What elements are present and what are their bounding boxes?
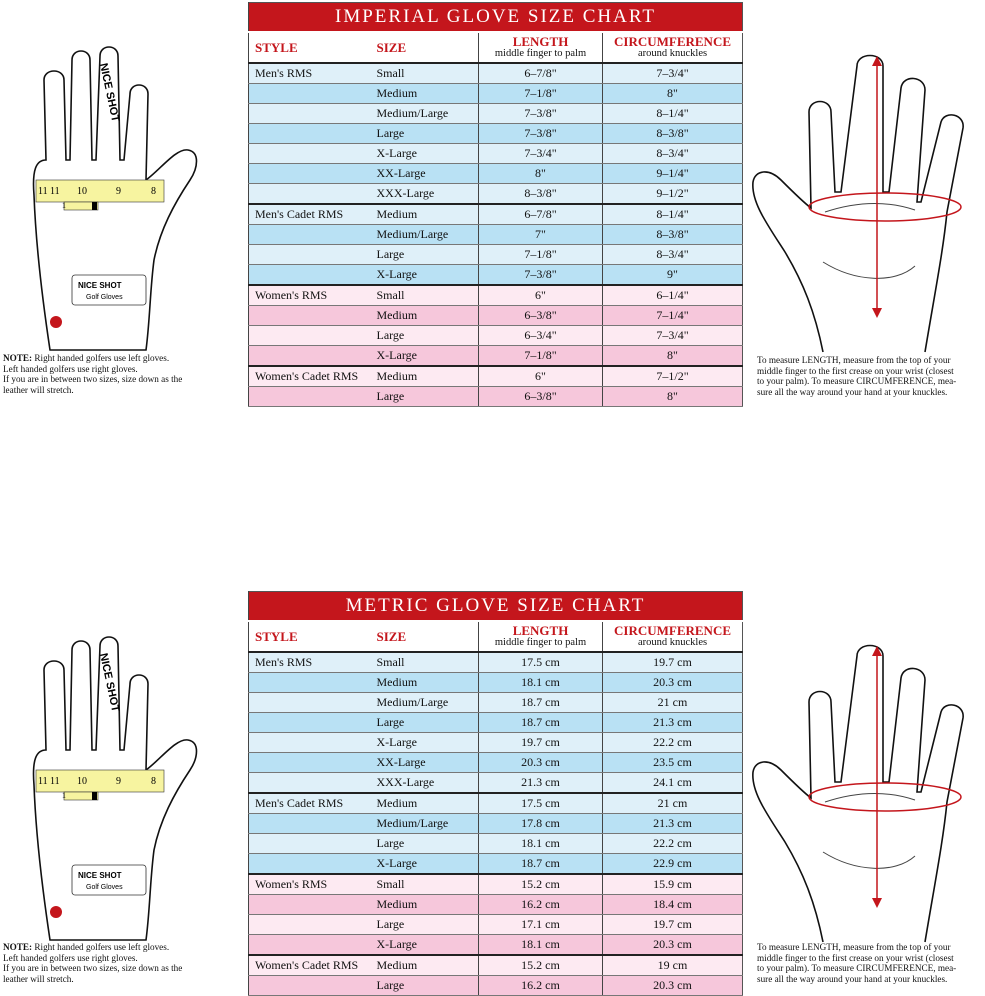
table-row: [249, 366, 743, 387]
hand-measure-illustration: [745, 52, 980, 402]
style-cell: [249, 834, 373, 854]
length-cell: 15.2 cm: [479, 874, 603, 895]
style-cell: [249, 225, 373, 245]
table-row: [249, 387, 743, 407]
table-row: [249, 124, 743, 144]
circumference-cell: 8": [603, 387, 743, 407]
size-cell: Medium: [373, 673, 479, 693]
size-cell: Medium: [373, 895, 479, 915]
length-cell: 17.5 cm: [479, 652, 603, 673]
table-row: [249, 245, 743, 265]
logo-text: NICE SHOT: [78, 281, 122, 290]
table-row: [249, 713, 743, 733]
table-row: [249, 285, 743, 306]
circumference-cell: 8": [603, 346, 743, 367]
size-cell: XX-Large: [373, 164, 479, 184]
size-cell: X-Large: [373, 733, 479, 753]
circumference-cell: 8–3/8": [603, 225, 743, 245]
header-length: LENGTH middle finger to palm: [479, 32, 603, 63]
logo-sub: Golf Gloves: [86, 294, 123, 301]
size-cell: X-Large: [373, 854, 479, 875]
size-cell: Medium: [373, 306, 479, 326]
ruler-tick-11a: 11: [38, 776, 48, 787]
header-length: LENGTH middle finger to palm: [479, 621, 603, 652]
ruler-under: 1: [62, 201, 66, 210]
size-cell: Small: [373, 652, 479, 673]
circumference-cell: 18.4 cm: [603, 895, 743, 915]
size-cell: X-Large: [373, 144, 479, 164]
length-cell: 18.7 cm: [479, 713, 603, 733]
style-cell: [249, 84, 373, 104]
style-cell: [249, 915, 373, 935]
length-cell: 7–1/8": [479, 245, 603, 265]
circumference-cell: 7–1/4": [603, 306, 743, 326]
table-row: [249, 976, 743, 996]
table-row: [249, 144, 743, 164]
style-cell: [249, 753, 373, 773]
circumference-cell: 19.7 cm: [603, 652, 743, 673]
glove-brand-text: NICE SHOT: [97, 652, 122, 714]
length-cell: 6": [479, 366, 603, 387]
style-cell: [249, 387, 373, 407]
table-row: [249, 652, 743, 673]
circumference-cell: 9–1/2": [603, 184, 743, 205]
table-row: [249, 793, 743, 814]
style-cell: [249, 184, 373, 205]
size-cell: Large: [373, 387, 479, 407]
table-row: [249, 326, 743, 346]
circumference-cell: 8": [603, 84, 743, 104]
table-row: [249, 895, 743, 915]
size-cell: Small: [373, 63, 479, 84]
measure-instructions: To measure LENGTH, measure from the top of your middle finger to the first crease on your wrist (closest to your palm). To measure CIRCUMFERENCE, mea- sure all the way around your hand at your knuckles.: [757, 355, 957, 397]
circumference-cell: 21.3 cm: [603, 713, 743, 733]
style-cell: [249, 306, 373, 326]
length-cell: 7–3/4": [479, 144, 603, 164]
circumference-cell: 19.7 cm: [603, 915, 743, 935]
circumference-cell: 22.2 cm: [603, 834, 743, 854]
table-row: [249, 225, 743, 245]
length-cell: 6–7/8": [479, 63, 603, 84]
size-cell: Medium: [373, 955, 479, 976]
length-cell: 18.7 cm: [479, 693, 603, 713]
style-cell: [249, 164, 373, 184]
ruler-tick-9: 9: [116, 186, 121, 197]
size-cell: XXX-Large: [373, 184, 479, 205]
length-cell: 6": [479, 285, 603, 306]
size-cell: Medium/Large: [373, 225, 479, 245]
imperial-section: [0, 0, 985, 403]
note-text: NOTE: Right handed golfers use left gloves. Left handed golfers use right gloves. If you are in between two sizes, size down as the leather will stretch.: [3, 353, 183, 395]
glove-brand-text: NICE SHOT: [97, 62, 122, 124]
size-cell: Medium/Large: [373, 693, 479, 713]
style-cell: [249, 713, 373, 733]
length-cell: 6–7/8": [479, 204, 603, 225]
size-cell: Medium/Large: [373, 814, 479, 834]
table-row: [249, 874, 743, 895]
table-row: [249, 104, 743, 124]
ruler-tick-11a: 11: [38, 186, 48, 197]
length-cell: 7–3/8": [479, 104, 603, 124]
circumference-cell: 8–3/4": [603, 144, 743, 164]
table-row: [249, 164, 743, 184]
circumference-cell: 8–1/4": [603, 204, 743, 225]
circumference-cell: 23.5 cm: [603, 753, 743, 773]
size-cell: X-Large: [373, 346, 479, 367]
circumference-cell: 9–1/4": [603, 164, 743, 184]
table-row: [249, 935, 743, 956]
table-row: [249, 753, 743, 773]
length-cell: 6–3/4": [479, 326, 603, 346]
style-cell: [249, 733, 373, 753]
length-cell: 17.1 cm: [479, 915, 603, 935]
circumference-cell: 24.1 cm: [603, 773, 743, 794]
logo-text: NICE SHOT: [78, 871, 122, 880]
length-cell: 18.1 cm: [479, 935, 603, 956]
ruler-tick-10: 10: [77, 186, 87, 197]
size-cell: Large: [373, 834, 479, 854]
ruler-tick-10: 10: [77, 776, 87, 787]
circumference-cell: 7–3/4": [603, 326, 743, 346]
circumference-cell: 22.2 cm: [603, 733, 743, 753]
table-row: [249, 346, 743, 367]
circumference-cell: 6–1/4": [603, 285, 743, 306]
length-cell: 7": [479, 225, 603, 245]
size-cell: Small: [373, 874, 479, 895]
length-cell: 16.2 cm: [479, 976, 603, 996]
size-cell: XX-Large: [373, 753, 479, 773]
table-row: [249, 673, 743, 693]
header-size: SIZE: [373, 621, 479, 652]
size-cell: XXX-Large: [373, 773, 479, 794]
length-cell: 7–1/8": [479, 346, 603, 367]
imperial-size-table: [248, 2, 743, 407]
size-cell: Medium/Large: [373, 104, 479, 124]
style-cell: Women's Cadet RMS: [249, 955, 373, 976]
style-cell: Men's Cadet RMS: [249, 204, 373, 225]
circumference-cell: 21 cm: [603, 793, 743, 814]
header-size: SIZE: [373, 32, 479, 63]
style-cell: [249, 814, 373, 834]
table-row: [249, 955, 743, 976]
size-cell: Large: [373, 245, 479, 265]
style-cell: [249, 693, 373, 713]
table-row: [249, 184, 743, 205]
style-cell: [249, 854, 373, 875]
length-cell: 18.1 cm: [479, 834, 603, 854]
ruler-tick-11b: 11: [50, 186, 60, 197]
circumference-cell: 7–1/2": [603, 366, 743, 387]
style-cell: Women's RMS: [249, 874, 373, 895]
length-cell: 19.7 cm: [479, 733, 603, 753]
style-cell: Women's RMS: [249, 285, 373, 306]
style-cell: [249, 144, 373, 164]
size-cell: Medium: [373, 84, 479, 104]
table-row: [249, 693, 743, 713]
length-cell: 20.3 cm: [479, 753, 603, 773]
style-cell: [249, 976, 373, 996]
length-cell: 18.7 cm: [479, 854, 603, 875]
table-row: [249, 265, 743, 286]
measure-instructions: To measure LENGTH, measure from the top of your middle finger to the first crease on your wrist (closest to your palm). To measure CIRCUMFERENCE, mea- sure all the way around your hand at your knuckles.: [757, 942, 957, 984]
length-cell: 18.1 cm: [479, 673, 603, 693]
circumference-cell: 22.9 cm: [603, 854, 743, 875]
size-cell: X-Large: [373, 935, 479, 956]
size-cell: Medium: [373, 793, 479, 814]
table-row: [249, 63, 743, 84]
size-cell: Large: [373, 713, 479, 733]
circumference-cell: 8–3/8": [603, 124, 743, 144]
style-cell: Men's Cadet RMS: [249, 793, 373, 814]
length-cell: 7–1/8": [479, 84, 603, 104]
table-row: [249, 814, 743, 834]
circumference-cell: 8–1/4": [603, 104, 743, 124]
table-row: [249, 84, 743, 104]
style-cell: Men's RMS: [249, 63, 373, 84]
size-cell: Large: [373, 915, 479, 935]
style-cell: [249, 346, 373, 367]
size-cell: Large: [373, 326, 479, 346]
header-style: STYLE: [249, 621, 373, 652]
size-cell: Large: [373, 124, 479, 144]
style-cell: [249, 265, 373, 286]
style-cell: [249, 245, 373, 265]
ruler-tick-11b: 11: [50, 776, 60, 787]
circumference-cell: 8–3/4": [603, 245, 743, 265]
circumference-cell: 20.3 cm: [603, 935, 743, 956]
metric-title: METRIC GLOVE SIZE CHART: [249, 592, 743, 622]
style-cell: [249, 673, 373, 693]
circumference-cell: 9": [603, 265, 743, 286]
size-cell: X-Large: [373, 265, 479, 286]
circumference-cell: 20.3 cm: [603, 673, 743, 693]
note-text: NOTE: Right handed golfers use left gloves. Left handed golfers use right gloves. If you are in between two sizes, size down as the leather will stretch.: [3, 942, 183, 984]
length-cell: 6–3/8": [479, 387, 603, 407]
length-cell: 6–3/8": [479, 306, 603, 326]
style-cell: [249, 104, 373, 124]
hand-measure-illustration: [745, 642, 980, 992]
table-row: [249, 773, 743, 794]
circumference-cell: 7–3/4": [603, 63, 743, 84]
style-cell: [249, 124, 373, 144]
circumference-cell: 21 cm: [603, 693, 743, 713]
size-cell: Large: [373, 976, 479, 996]
size-cell: Small: [373, 285, 479, 306]
style-cell: [249, 935, 373, 956]
table-row: [249, 854, 743, 875]
circumference-cell: 21.3 cm: [603, 814, 743, 834]
circumference-cell: 20.3 cm: [603, 976, 743, 996]
table-row: [249, 306, 743, 326]
length-cell: 8–3/8": [479, 184, 603, 205]
length-cell: 17.8 cm: [479, 814, 603, 834]
size-cell: Medium: [373, 366, 479, 387]
circumference-cell: 19 cm: [603, 955, 743, 976]
table-row: [249, 204, 743, 225]
length-cell: 16.2 cm: [479, 895, 603, 915]
brand-badge-icon: [50, 316, 62, 328]
brand-badge-icon: [50, 906, 62, 918]
ruler-tick-8: 8: [151, 186, 156, 197]
length-cell: 8": [479, 164, 603, 184]
table-row: [249, 834, 743, 854]
table-row: [249, 915, 743, 935]
glove-illustration: [26, 610, 206, 955]
header-circumference: CIRCUMFERENCE around knuckles: [603, 32, 743, 63]
imperial-title: IMPERIAL GLOVE SIZE CHART: [249, 3, 743, 33]
glove-illustration: [26, 20, 206, 365]
ruler-tick-9: 9: [116, 776, 121, 787]
header-style: STYLE: [249, 32, 373, 63]
style-cell: Women's Cadet RMS: [249, 366, 373, 387]
circumference-cell: 15.9 cm: [603, 874, 743, 895]
style-cell: [249, 326, 373, 346]
length-cell: 21.3 cm: [479, 773, 603, 794]
size-cell: Medium: [373, 204, 479, 225]
length-cell: 17.5 cm: [479, 793, 603, 814]
length-cell: 15.2 cm: [479, 955, 603, 976]
length-cell: 7–3/8": [479, 265, 603, 286]
ruler-tick-8: 8: [151, 776, 156, 787]
metric-section: [0, 590, 985, 990]
logo-sub: Golf Gloves: [86, 884, 123, 891]
metric-size-table: [248, 591, 743, 996]
length-cell: 7–3/8": [479, 124, 603, 144]
header-circumference: CIRCUMFERENCE around knuckles: [603, 621, 743, 652]
table-row: [249, 733, 743, 753]
style-cell: [249, 895, 373, 915]
ruler-under: 1: [62, 791, 66, 800]
style-cell: [249, 773, 373, 794]
style-cell: Men's RMS: [249, 652, 373, 673]
